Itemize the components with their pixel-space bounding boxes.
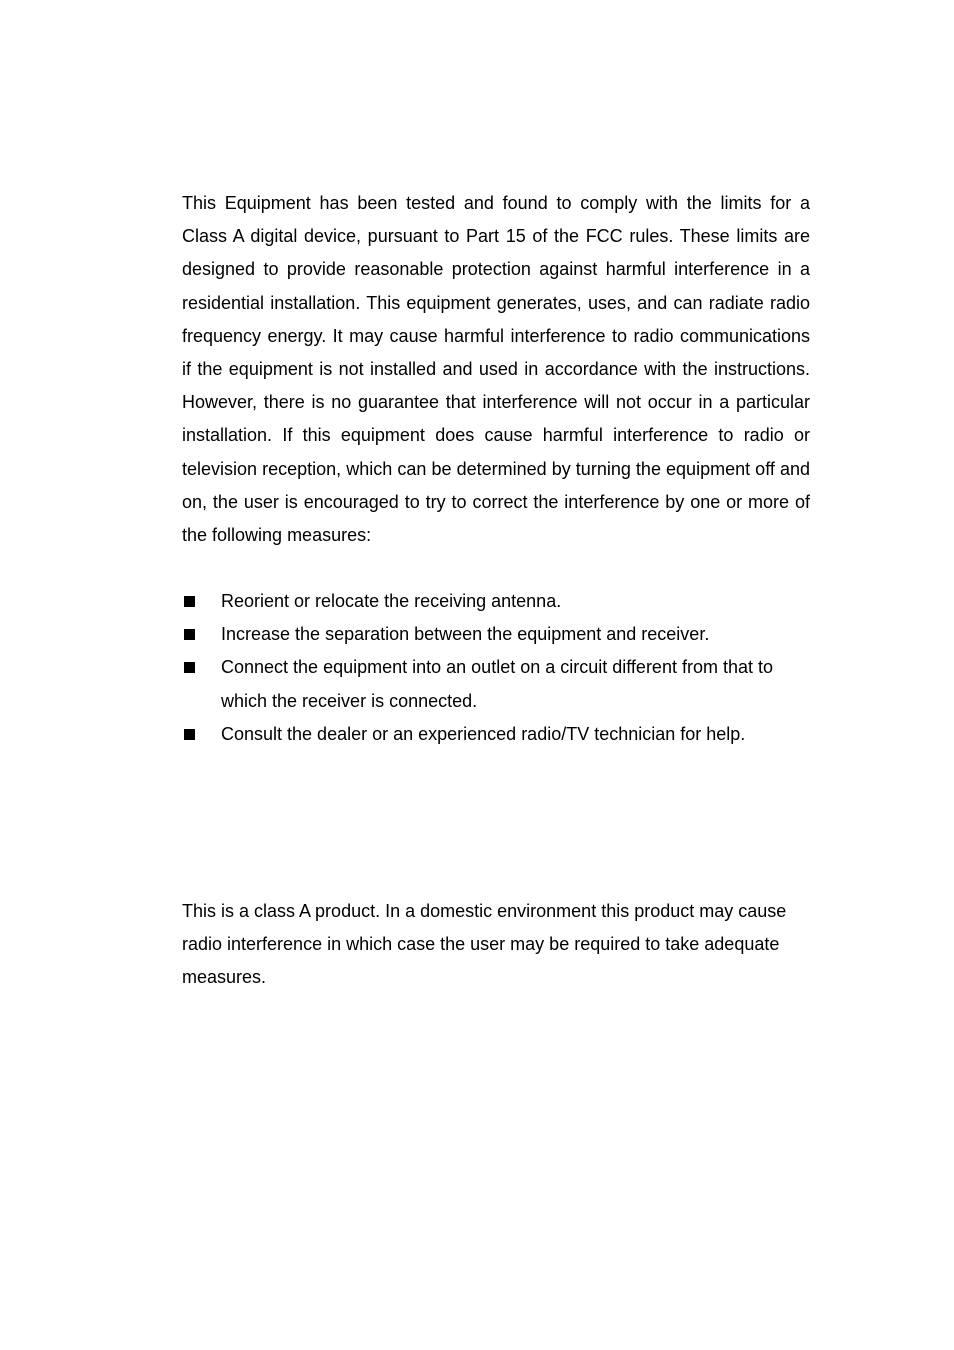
measure-text: Consult the dealer or an experienced radio/TV technician for help. (221, 723, 746, 744)
square-bullet-icon (184, 729, 195, 740)
measure-text: Connect the equipment into an outlet on a circuit different from that to which the receiver is connected. (221, 657, 773, 711)
class-a-product-paragraph: This is a class A product. In a domestic environment this product may cause radio interference in which case the user may be required to take adequate measures. (182, 901, 787, 988)
square-bullet-icon (184, 662, 195, 673)
measure-text: Increase the separation between the equipment and receiver. (221, 624, 710, 645)
square-bullet-icon (184, 596, 195, 607)
list-item (182, 718, 810, 751)
fcc-compliance-paragraph: This Equipment has been tested and found to comply with the limits for a Class A digital device, pursuant to Part 15 of the FCC rules. These limits are designed to provide reasonable protection against harmful interference in a residential installation. This equipment generates, uses, and can radiate radio frequency energy. It may cause harmful interference to radio communications if the equipment is not installed and used in accordance with the instructions. However, there is no guarantee that interference will not occur in a particular installation. If this equipment does cause harmful interference to radio or television reception, which can be determined by turning the equipment off and on, the user is encouraged to try to correct the interference by one or more of the following measures: (182, 193, 810, 546)
list-item (182, 585, 810, 618)
square-bullet-icon (184, 629, 195, 640)
list-item (182, 651, 810, 717)
list-item (182, 618, 810, 651)
measure-text: Reorient or relocate the receiving antenna. (221, 591, 562, 611)
interference-measures-list (182, 585, 810, 751)
